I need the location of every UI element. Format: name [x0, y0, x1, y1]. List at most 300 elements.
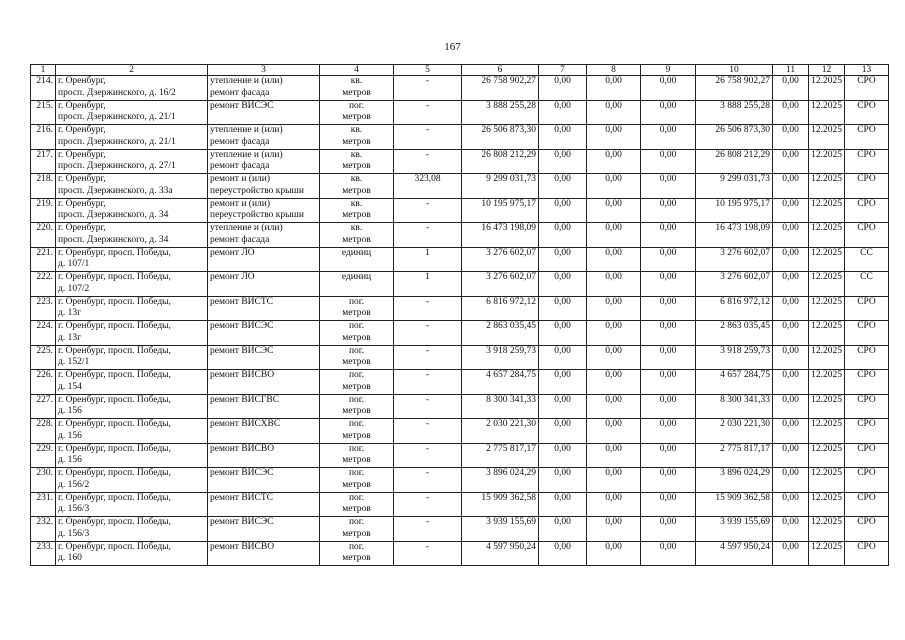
fund-cost-cell-line: 6 816 972,12 — [720, 296, 770, 307]
address-cell — [56, 394, 208, 419]
work-type-cell — [208, 345, 320, 370]
total-cost-cell — [462, 125, 539, 150]
column-header-1: 1 — [31, 65, 56, 76]
table-row — [31, 345, 889, 370]
deadline-cell-line: 12.2025 — [811, 296, 842, 307]
address-cell-line: г. Оренбург, просп. Победы, — [58, 370, 171, 380]
unit-cell-line: метров — [342, 455, 371, 466]
deadline-cell-line: 12.2025 — [811, 419, 842, 429]
value-cell-9 — [641, 541, 696, 566]
total-cost-cell-line: 26 506 873,30 — [481, 125, 536, 135]
deadline-cell — [809, 468, 845, 493]
column-header-4: 4 — [320, 65, 394, 76]
value-cell-7-line: 0,00 — [554, 321, 571, 331]
value-cell-7-line: 0,00 — [554, 100, 571, 111]
total-cost-cell-line: 26 758 902,27 — [481, 76, 536, 86]
value-cell-9 — [641, 272, 696, 297]
unit-cell-line: кв. — [350, 198, 363, 209]
value-cell-8 — [587, 100, 641, 125]
address-cell-line: г. Оренбург, просп. Победы, — [58, 468, 171, 478]
value-cell-7-line: 0,00 — [554, 443, 571, 454]
unit-cell-line: кв. — [350, 174, 363, 184]
method-cell — [845, 76, 889, 101]
fund-cost-cell-line: 26 808 212,29 — [715, 149, 770, 160]
row-number — [31, 174, 56, 199]
quantity-cell-line: - — [425, 149, 430, 160]
deadline-cell-line: 12.2025 — [811, 76, 842, 86]
unit-cell-line: кв. — [350, 76, 363, 86]
deadline-cell — [809, 394, 845, 419]
fund-cost-cell — [696, 468, 773, 493]
unit-cell-line: пог. — [348, 345, 365, 356]
unit-cell — [320, 517, 394, 542]
table-body — [31, 65, 889, 566]
value-cell-11 — [773, 100, 809, 125]
address-cell-line: д. 156/3 — [58, 504, 90, 515]
value-cell-8 — [587, 492, 641, 517]
quantity-cell — [394, 370, 462, 395]
work-type-cell — [208, 541, 320, 566]
value-cell-7-line: 0,00 — [554, 541, 571, 552]
fund-cost-cell — [696, 100, 773, 125]
row-number — [31, 100, 56, 125]
value-cell-7-line: 0,00 — [554, 247, 571, 258]
work-type-cell — [208, 492, 320, 517]
value-cell-7-line: 0,00 — [554, 223, 571, 233]
row-number-line: 219. — [36, 198, 53, 209]
row-number-line: 232. — [36, 517, 53, 527]
row-number — [31, 541, 56, 566]
work-type-cell-line: переустройство крыши — [210, 210, 304, 221]
address-cell-line: просп. Дзержинского, д. 34 — [58, 234, 169, 245]
deadline-cell — [809, 174, 845, 199]
fund-cost-cell-line: 2 030 221,30 — [720, 419, 770, 429]
value-cell-8 — [587, 149, 641, 174]
column-header-5: 5 — [394, 65, 462, 76]
fund-cost-cell — [696, 296, 773, 321]
address-cell-line: г. Оренбург, просп. Победы, — [58, 492, 171, 503]
value-cell-11 — [773, 296, 809, 321]
value-cell-7 — [539, 76, 587, 101]
row-number — [31, 419, 56, 444]
method-cell — [845, 468, 889, 493]
address-cell-line: д. 156 — [58, 455, 82, 466]
quantity-cell-line: - — [425, 492, 430, 503]
work-type-cell — [208, 125, 320, 150]
value-cell-11-line: 0,00 — [782, 468, 799, 478]
quantity-cell-line: - — [425, 223, 430, 233]
fund-cost-cell-line: 26 506 873,30 — [715, 125, 770, 135]
deadline-cell-line: 12.2025 — [811, 198, 842, 209]
work-type-cell — [208, 149, 320, 174]
total-cost-cell — [462, 149, 539, 174]
unit-cell-line: пог. — [348, 296, 365, 307]
unit-cell-line: пог. — [348, 492, 365, 503]
row-number-line: 214. — [36, 76, 53, 86]
quantity-cell-line: 1 — [425, 247, 430, 258]
fund-cost-cell-line: 3 896 024,29 — [720, 468, 770, 478]
unit-cell — [320, 296, 394, 321]
value-cell-11 — [773, 272, 809, 297]
value-cell-8 — [587, 247, 641, 272]
total-cost-cell-line: 3 888 255,28 — [486, 100, 536, 111]
deadline-cell — [809, 100, 845, 125]
unit-cell-line: пог. — [348, 370, 365, 380]
page-number: 167 — [444, 41, 461, 53]
column-number-header — [31, 65, 889, 76]
value-cell-11-line: 0,00 — [782, 247, 799, 258]
unit-cell-line: пог. — [348, 321, 365, 331]
address-cell-line: г. Оренбург, просп. Победы, — [58, 272, 171, 282]
address-cell-line: просп. Дзержинского, д. 21/1 — [58, 112, 176, 123]
table-row — [31, 223, 889, 248]
value-cell-7 — [539, 296, 587, 321]
quantity-cell-line: - — [425, 443, 430, 454]
row-number-line: 218. — [36, 174, 53, 184]
fund-cost-cell — [696, 541, 773, 566]
fund-cost-cell — [696, 443, 773, 468]
value-cell-11 — [773, 321, 809, 346]
row-number-line: 220. — [36, 223, 53, 233]
address-cell-line: г. Оренбург, просп. Победы, — [58, 419, 171, 429]
address-cell-line: г. Оренбург, — [58, 174, 106, 184]
deadline-cell — [809, 443, 845, 468]
total-cost-cell-line: 2 775 817,17 — [486, 443, 536, 454]
value-cell-9 — [641, 296, 696, 321]
unit-cell — [320, 492, 394, 517]
deadline-cell — [809, 76, 845, 101]
address-cell-line: г. Оренбург, просп. Победы, — [58, 345, 171, 356]
value-cell-11 — [773, 174, 809, 199]
value-cell-11-line: 0,00 — [782, 198, 799, 209]
value-cell-8-line: 0,00 — [605, 100, 622, 111]
value-cell-7-line: 0,00 — [554, 468, 571, 478]
value-cell-9-line: 0,00 — [659, 198, 677, 209]
method-cell — [845, 517, 889, 542]
value-cell-9-line: 0,00 — [659, 223, 677, 233]
unit-cell-line: метров — [342, 185, 371, 196]
row-number-line: 224. — [36, 321, 53, 331]
value-cell-11 — [773, 468, 809, 493]
value-cell-8-line: 0,00 — [605, 198, 622, 209]
column-header-8: 8 — [587, 65, 641, 76]
method-cell — [845, 296, 889, 321]
row-number-line: 233. — [36, 541, 53, 552]
method-cell-line: СРО — [857, 149, 876, 160]
method-cell-line: СРО — [857, 394, 876, 405]
address-cell-line: д. 13г — [58, 308, 81, 319]
work-type-cell-line: ремонт ВИСВО — [210, 370, 275, 380]
table-row — [31, 443, 889, 468]
unit-cell — [320, 394, 394, 419]
value-cell-11 — [773, 517, 809, 542]
value-cell-7-line: 0,00 — [554, 345, 571, 356]
value-cell-7-line: 0,00 — [554, 517, 571, 527]
value-cell-8-line: 0,00 — [605, 443, 622, 454]
total-cost-cell-line: 6 816 972,12 — [486, 296, 536, 307]
value-cell-11-line: 0,00 — [782, 443, 799, 454]
unit-cell-line: единиц — [341, 272, 372, 282]
total-cost-cell — [462, 100, 539, 125]
quantity-cell-line: 1 — [425, 272, 430, 282]
unit-cell-line: метров — [342, 479, 371, 490]
table-row — [31, 370, 889, 395]
deadline-cell-line: 12.2025 — [811, 468, 842, 478]
quantity-cell-line: - — [425, 198, 430, 209]
method-cell — [845, 541, 889, 566]
method-cell — [845, 272, 889, 297]
work-type-cell-line: ремонт ВИСХВС — [210, 419, 281, 429]
unit-cell-line: метров — [342, 210, 371, 221]
method-cell-line: СРО — [857, 443, 876, 454]
total-cost-cell-line: 3 276 602,07 — [486, 247, 536, 258]
value-cell-9-line: 0,00 — [659, 296, 677, 307]
work-type-cell — [208, 321, 320, 346]
method-cell-line: СРО — [857, 345, 876, 356]
deadline-cell-line: 12.2025 — [811, 125, 842, 135]
row-number — [31, 76, 56, 101]
total-cost-cell — [462, 296, 539, 321]
value-cell-7-line: 0,00 — [554, 492, 571, 503]
quantity-cell — [394, 272, 462, 297]
quantity-cell — [394, 296, 462, 321]
value-cell-11-line: 0,00 — [782, 492, 799, 503]
column-header-13: 13 — [845, 65, 889, 76]
quantity-cell — [394, 419, 462, 444]
total-cost-cell — [462, 468, 539, 493]
row-number — [31, 125, 56, 150]
fund-cost-cell — [696, 419, 773, 444]
address-cell — [56, 517, 208, 542]
value-cell-8-line: 0,00 — [605, 272, 622, 282]
value-cell-7 — [539, 198, 587, 223]
quantity-cell — [394, 149, 462, 174]
value-cell-8 — [587, 198, 641, 223]
value-cell-8-line: 0,00 — [605, 296, 622, 307]
row-number-line: 215. — [36, 100, 53, 111]
deadline-cell — [809, 125, 845, 150]
table-row — [31, 125, 889, 150]
repair-schedule-table — [30, 64, 889, 566]
column-header-7: 7 — [539, 65, 587, 76]
unit-cell — [320, 100, 394, 125]
method-cell — [845, 100, 889, 125]
value-cell-7 — [539, 247, 587, 272]
unit-cell — [320, 370, 394, 395]
fund-cost-cell — [696, 174, 773, 199]
address-cell-line: просп. Дзержинского, д. 27/1 — [58, 161, 176, 172]
value-cell-7 — [539, 394, 587, 419]
value-cell-8 — [587, 76, 641, 101]
value-cell-11-line: 0,00 — [782, 394, 799, 405]
unit-cell-line: метров — [342, 381, 371, 392]
unit-cell — [320, 345, 394, 370]
deadline-cell — [809, 370, 845, 395]
work-type-cell-line: утепление и (или) — [210, 76, 283, 86]
unit-cell — [320, 76, 394, 101]
row-number-line: 225. — [36, 345, 53, 356]
value-cell-7 — [539, 100, 587, 125]
work-type-cell-line: утепление и (или) — [210, 149, 283, 160]
deadline-cell — [809, 492, 845, 517]
method-cell-line: СРО — [857, 541, 876, 552]
work-type-cell — [208, 370, 320, 395]
row-number — [31, 198, 56, 223]
address-cell — [56, 443, 208, 468]
work-type-cell — [208, 272, 320, 297]
table-row — [31, 419, 889, 444]
unit-cell — [320, 223, 394, 248]
unit-cell-line: пог. — [348, 419, 365, 429]
method-cell — [845, 247, 889, 272]
work-type-cell — [208, 223, 320, 248]
value-cell-11-line: 0,00 — [782, 100, 799, 111]
unit-cell — [320, 419, 394, 444]
quantity-cell-line: - — [425, 76, 430, 86]
address-cell-line: г. Оренбург, — [58, 100, 106, 111]
method-cell-line: СРО — [857, 419, 876, 429]
table-row — [31, 517, 889, 542]
fund-cost-cell-line: 2 775 817,17 — [720, 443, 770, 454]
value-cell-7 — [539, 125, 587, 150]
quantity-cell — [394, 345, 462, 370]
work-type-cell-line: утепление и (или) — [210, 223, 283, 233]
value-cell-7 — [539, 468, 587, 493]
work-type-cell-line: ремонт ВИСЭС — [210, 100, 274, 111]
value-cell-9 — [641, 492, 696, 517]
fund-cost-cell — [696, 223, 773, 248]
total-cost-cell-line: 4 597 950,24 — [486, 541, 536, 552]
quantity-cell — [394, 517, 462, 542]
total-cost-cell — [462, 517, 539, 542]
value-cell-9-line: 0,00 — [659, 541, 677, 552]
value-cell-9-line: 0,00 — [659, 492, 677, 503]
unit-cell-line: метров — [342, 308, 371, 319]
fund-cost-cell-line: 3 918 259,73 — [720, 345, 770, 356]
quantity-cell — [394, 541, 462, 566]
value-cell-9 — [641, 125, 696, 150]
value-cell-8 — [587, 321, 641, 346]
quantity-cell — [394, 394, 462, 419]
quantity-cell-line: - — [425, 296, 430, 307]
row-number — [31, 394, 56, 419]
unit-cell-line: метров — [342, 87, 371, 98]
column-header-3: 3 — [208, 65, 320, 76]
table-row — [31, 272, 889, 297]
method-cell-line: СРО — [857, 125, 876, 135]
work-type-cell-line: ремонт ВИСТС — [210, 296, 274, 307]
fund-cost-cell — [696, 370, 773, 395]
value-cell-9 — [641, 345, 696, 370]
column-header-12: 12 — [809, 65, 845, 76]
value-cell-7-line: 0,00 — [554, 370, 571, 380]
work-type-cell-line: ремонт ВИСТС — [210, 492, 274, 503]
work-type-cell — [208, 198, 320, 223]
address-cell-line: г. Оренбург, просп. Победы, — [58, 394, 171, 405]
deadline-cell-line: 12.2025 — [811, 443, 842, 454]
value-cell-8 — [587, 541, 641, 566]
work-type-cell — [208, 296, 320, 321]
value-cell-9 — [641, 247, 696, 272]
table-row — [31, 149, 889, 174]
address-cell-line: г. Оренбург, — [58, 223, 106, 233]
deadline-cell — [809, 149, 845, 174]
deadline-cell-line: 12.2025 — [811, 247, 842, 258]
address-cell — [56, 76, 208, 101]
unit-cell-line: метров — [342, 430, 371, 441]
deadline-cell — [809, 517, 845, 542]
value-cell-9 — [641, 321, 696, 346]
unit-cell — [320, 443, 394, 468]
row-number — [31, 247, 56, 272]
value-cell-9-line: 0,00 — [659, 272, 677, 282]
value-cell-9-line: 0,00 — [659, 247, 677, 258]
address-cell — [56, 125, 208, 150]
address-cell-line: просп. Дзержинского, д. 34 — [58, 210, 169, 221]
fund-cost-cell — [696, 394, 773, 419]
total-cost-cell — [462, 541, 539, 566]
unit-cell — [320, 174, 394, 199]
method-cell — [845, 394, 889, 419]
value-cell-11 — [773, 370, 809, 395]
unit-cell-line: пог. — [348, 468, 365, 478]
unit-cell — [320, 149, 394, 174]
method-cell — [845, 443, 889, 468]
column-header-6: 6 — [462, 65, 539, 76]
deadline-cell-line: 12.2025 — [811, 100, 842, 111]
row-number-line: 222. — [36, 272, 53, 282]
value-cell-11-line: 0,00 — [782, 345, 799, 356]
unit-cell-line: метров — [342, 357, 371, 368]
row-number-line: 221. — [36, 247, 53, 258]
table-row — [31, 468, 889, 493]
address-cell — [56, 149, 208, 174]
total-cost-cell — [462, 223, 539, 248]
unit-cell-line: кв. — [350, 125, 363, 135]
row-number-line: 216. — [36, 125, 53, 135]
table-row — [31, 541, 889, 566]
value-cell-8-line: 0,00 — [605, 419, 622, 429]
row-number — [31, 443, 56, 468]
value-cell-11 — [773, 541, 809, 566]
fund-cost-cell — [696, 272, 773, 297]
value-cell-8-line: 0,00 — [605, 517, 622, 527]
unit-cell-line: метров — [342, 234, 371, 245]
column-header-10: 10 — [696, 65, 773, 76]
method-cell — [845, 419, 889, 444]
address-cell-line: г. Оренбург, просп. Победы, — [58, 443, 171, 454]
value-cell-7 — [539, 223, 587, 248]
value-cell-9-line: 0,00 — [659, 125, 677, 135]
quantity-cell-line: 323,08 — [414, 174, 441, 184]
value-cell-11 — [773, 76, 809, 101]
unit-cell-line: пог. — [348, 394, 365, 405]
total-cost-cell — [462, 492, 539, 517]
deadline-cell-line: 12.2025 — [811, 541, 842, 552]
value-cell-11 — [773, 345, 809, 370]
table-row — [31, 174, 889, 199]
address-cell — [56, 541, 208, 566]
work-type-cell-line: ремонт ЛО — [210, 247, 255, 258]
deadline-cell-line: 12.2025 — [811, 174, 842, 184]
total-cost-cell-line: 4 657 284,75 — [486, 370, 536, 380]
row-number — [31, 272, 56, 297]
value-cell-7-line: 0,00 — [554, 296, 571, 307]
quantity-cell — [394, 247, 462, 272]
total-cost-cell-line: 10 195 975,17 — [481, 198, 536, 209]
quantity-cell-line: - — [425, 517, 430, 527]
row-number-line: 229. — [36, 443, 53, 454]
